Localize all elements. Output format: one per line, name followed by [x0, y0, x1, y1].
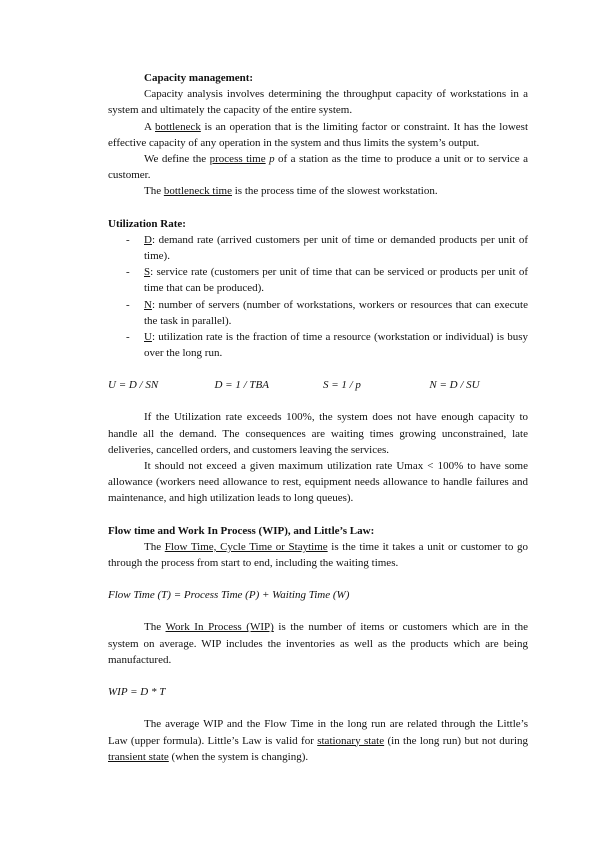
formula-flow-time: Flow Time (T) = Process Time (P) + Waiting Time (W)	[108, 589, 350, 602]
capacity-paragraph-1: Capacity analysis involves determining the throughput capacity of workstations in a system and ultimately the capacity of the entire system.	[108, 88, 528, 117]
flow-paragraph-2: The Work In Process (WIP) is the number of items or customers which are in the system on average. WIP includes the inventories as well as the products which are being manufactured.	[108, 621, 528, 666]
utilization-heading: Utilization Rate:	[108, 217, 186, 230]
list-item: - S: service rate (customers per unit of time that can be serviced or products per unit of time that can be produced).	[126, 266, 528, 295]
capacity-heading: Capacity management:	[144, 72, 254, 84]
formula-servers: N = D / SU	[429, 379, 480, 392]
term-flow-time: Flow Time, Cycle Time or Staytime	[164, 540, 328, 553]
flow-heading: Flow time and Work In Process (WIP), and Little’s Law:	[108, 524, 375, 537]
capacity-paragraph-3: We define the process time p of a station as the time to produce a unit or to service a customer.	[108, 153, 529, 182]
utilization-formulas	[108, 377, 528, 393]
flow-paragraph-1: The Flow Time, Cycle Time or Staytime is the time it takes a unit or customer to go through the process from start to end, including the waiting times.	[108, 540, 528, 570]
utilization-paragraph-2: It should not exceed a given maximum utilization rate Umax < 100% to have some allowance (workers need allowance to rest, equipment needs allowance to handle failures and maintenance, and high utilization leads to long queues).	[108, 460, 528, 505]
term-bottleneck: bottleneck	[155, 120, 201, 133]
list-item: - D: demand rate (arrived customers per unit of time or demanded products per unit of time).	[126, 233, 528, 263]
term-stationary-state: stationary state	[317, 734, 385, 747]
document-page	[108, 70, 528, 765]
capacity-paragraph-4: The bottleneck time is the process time of the slowest workstation.	[144, 185, 438, 198]
formula-service: S = 1 / p	[322, 379, 361, 392]
term-bottleneck-time: bottleneck time	[163, 185, 232, 198]
formula-demand: D = 1 / TBA	[214, 379, 269, 392]
list-item: - U: utilization rate is the fraction of time a resource (workstation or individual) is busy over the long run.	[126, 331, 528, 360]
utilization-paragraph-1: If the Utilization rate exceeds 100%, the system does not have enough capacity to handle all the demand. The consequences are waiting times growing unconstrained, late deliveries, cancelled orders, and customers leaving the services.	[108, 411, 528, 456]
utilization-terms-list	[108, 232, 528, 362]
term-transient-state: transient state	[108, 750, 169, 763]
term-process-time: process time	[209, 153, 266, 166]
list-item: - N: number of servers (number of workstations, workers or resources that can execute the task in parallel).	[126, 298, 528, 327]
capacity-paragraph-2: A bottleneck is an operation that is the limiting factor or constraint. It has the lowest effective capacity of any operation in the system and thus limits the system’s output.	[108, 120, 529, 149]
formula-utilization: U = D / SN	[108, 379, 159, 392]
formula-wip: WIP = D * T	[108, 686, 166, 699]
term-wip: Work In Process (WIP)	[165, 621, 274, 634]
flow-paragraph-3: The average WIP and the Flow Time in the long run are related through the Little’s Law (upper formula). Little’s Law is valid for stationary state (in the long run) but not during transient state (when the system is changing).	[108, 718, 528, 763]
